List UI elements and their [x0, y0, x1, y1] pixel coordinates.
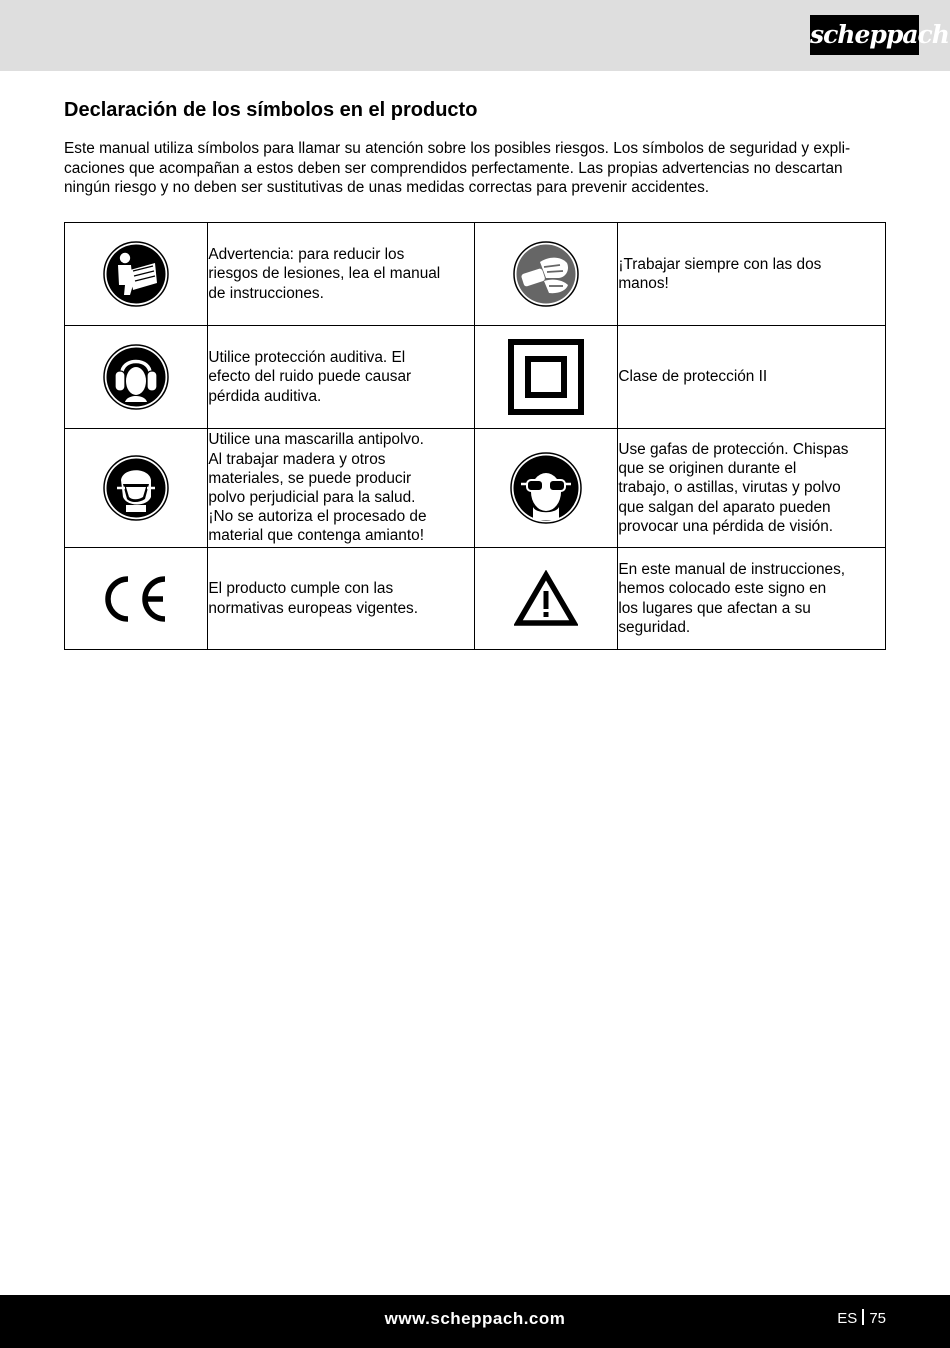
warning-triangle-icon — [514, 570, 578, 628]
description-line: Advertencia: para reducir los — [208, 246, 405, 264]
description-line: El producto cumple con las — [208, 580, 394, 598]
symbol-icon-cell — [474, 223, 617, 326]
description-line: manos! — [618, 275, 669, 292]
description-line: riesgos de lesiones, lea el manual — [208, 265, 441, 283]
description-line: ¡Trabajar siempre con las dos — [618, 255, 822, 273]
language-code: ES — [837, 1310, 858, 1327]
symbol-description — [618, 326, 886, 429]
description-line: que salgan del aparato pueden — [618, 498, 831, 516]
symbol-icon-cell — [65, 429, 208, 548]
description-line: hemos colocado este signo en — [618, 580, 827, 598]
description-line: efecto del ruido puede causar — [208, 368, 412, 386]
ce-mark-icon — [103, 575, 169, 623]
description-line: que se originen durante el — [618, 460, 797, 478]
symbol-description — [618, 223, 886, 326]
symbols-table — [64, 222, 886, 650]
description-line: materiales, se puede producir — [208, 469, 412, 487]
section-title: Declaración de los símbolos en el producto — [64, 99, 478, 121]
page-number: 75 — [869, 1310, 886, 1327]
table-row — [65, 223, 886, 326]
symbol-description — [618, 429, 886, 548]
description-line: seguridad. — [618, 618, 691, 636]
symbol-icon-cell — [65, 223, 208, 326]
description-line: polvo perjudicial para la salud. — [208, 489, 416, 506]
scheppach-logo: scheppach — [810, 15, 919, 55]
symbol-description — [208, 548, 475, 650]
protection-class-ii-icon — [508, 339, 584, 415]
description-line: normativas europeas vigentes. — [208, 599, 418, 617]
two-hands-icon — [513, 241, 579, 307]
description-line: provocar una pérdida de visión. — [618, 517, 834, 535]
description-line: Utilice protección auditiva. El — [208, 349, 406, 367]
intro-line: Este manual utiliza símbolos para llamar su atención sobre los posibles riesgos. Los símbolos de seguridad y expli- — [64, 140, 851, 157]
description-line: Clase de protección II — [618, 368, 768, 386]
description-line: Al trabajar madera y otros — [208, 450, 386, 468]
description-line: En este manual de instrucciones, — [618, 561, 846, 579]
ear-protection-icon — [103, 344, 169, 410]
symbol-icon-cell — [474, 326, 617, 429]
symbol-icon-cell — [65, 326, 208, 429]
symbol-icon-cell — [474, 429, 617, 548]
description-line: de instrucciones. — [208, 284, 324, 302]
table-row — [65, 548, 886, 650]
page-header — [0, 0, 950, 71]
safety-goggles-icon — [510, 452, 582, 524]
page-indicator — [837, 1295, 886, 1343]
description-line: pérdida auditiva. — [208, 387, 322, 405]
description-line: trabajo, o astillas, virutas y polvo — [618, 479, 841, 497]
symbol-icon-cell — [65, 548, 208, 650]
symbol-description — [208, 326, 475, 429]
website-url: www.scheppach.com — [384, 1309, 566, 1328]
description-line: material que contenga amianto! — [208, 527, 424, 545]
page-footer — [0, 1295, 950, 1348]
description-line: Utilice una mascarilla antipolvo. — [208, 431, 424, 449]
separator — [862, 1309, 864, 1325]
intro-paragraph — [64, 139, 894, 198]
intro-line: caciones que acompañan a estos deben ser comprendidos perfectamente. Las propias advertencias no descartan — [64, 159, 843, 177]
symbol-description — [618, 548, 886, 650]
dust-mask-icon — [103, 455, 169, 521]
table-row — [65, 429, 886, 548]
read-manual-icon — [103, 241, 169, 307]
table-row — [65, 326, 886, 429]
description-line: ¡No se autoriza el procesado de — [208, 508, 427, 526]
symbol-icon-cell — [474, 548, 617, 650]
intro-line: ningún riesgo y no deben ser sustitutivas de unas medidas correctas para prevenir accidentes. — [64, 179, 710, 196]
symbol-description — [208, 429, 475, 548]
description-line: Use gafas de protección. Chispas — [618, 440, 849, 458]
description-line: los lugares que afectan a su — [618, 599, 811, 617]
symbol-description — [208, 223, 475, 326]
